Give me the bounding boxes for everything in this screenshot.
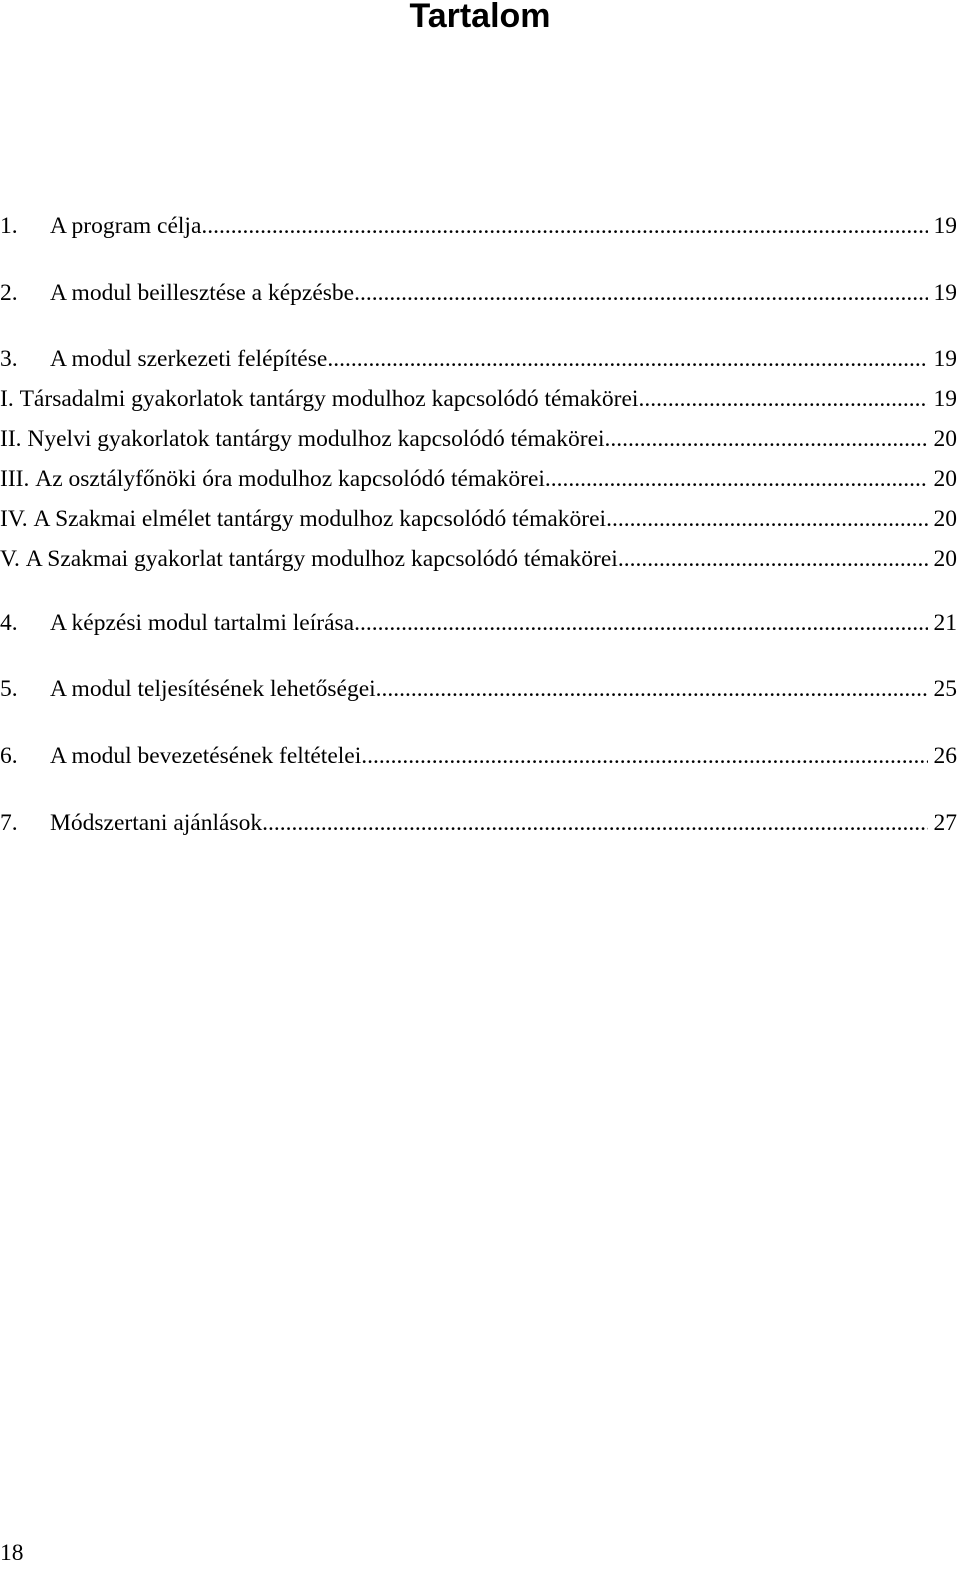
toc-entry-3[interactable] xyxy=(0,344,957,374)
toc-entry-title: A képzési modul tartalmi leírása xyxy=(50,610,355,636)
toc-entry-IV[interactable] xyxy=(0,504,957,534)
toc-entry-title: A Szakmai elmélet tantárgy modulhoz kapcsolódó témakörei xyxy=(33,506,607,532)
toc-entry-page: 19 xyxy=(933,280,957,306)
toc-entry-title: A modul beillesztése a képzésbe xyxy=(50,280,355,306)
toc-entry-page: 20 xyxy=(933,466,957,492)
toc-entry-I[interactable] xyxy=(0,384,957,414)
toc-entry-III[interactable] xyxy=(0,464,957,494)
toc-entry-title: Módszertani ajánlások xyxy=(50,810,263,836)
toc-entry-page: 27 xyxy=(933,810,957,836)
toc-entry-title: Az osztályfőnöki óra modulhoz kapcsolódó témakörei xyxy=(35,466,545,492)
toc-entry-6[interactable] xyxy=(0,741,957,771)
toc-entry-II[interactable] xyxy=(0,424,957,454)
toc-entry-number: 5. xyxy=(0,676,18,702)
toc-entry-number: II. xyxy=(0,426,22,452)
toc-entry-page: 25 xyxy=(933,676,957,702)
toc-entry-page: 20 xyxy=(933,546,957,572)
toc-entry-2[interactable] xyxy=(0,278,957,308)
toc-entry-number: 1. xyxy=(0,213,18,239)
page-number: 18 xyxy=(0,1540,24,1566)
toc-entry-title: A modul teljesítésének lehetőségei xyxy=(50,676,376,702)
toc-entry-number: 3. xyxy=(0,346,18,372)
toc-entry-page: 19 xyxy=(933,386,957,412)
toc-dot-leader xyxy=(545,464,928,494)
toc-dot-leader xyxy=(605,424,928,454)
toc-dot-leader xyxy=(376,674,928,704)
toc-entry-page: 20 xyxy=(933,506,957,532)
toc-entry-title: A modul bevezetésének feltételei xyxy=(50,743,362,769)
toc-entry-page: 19 xyxy=(933,213,957,239)
toc-entry-5[interactable] xyxy=(0,674,957,704)
toc-entry-7[interactable] xyxy=(0,808,957,838)
toc-entry-number: 2. xyxy=(0,280,18,306)
toc-entry-title: A Szakmai gyakorlat tantárgy modulhoz kapcsolódó témakörei xyxy=(25,546,618,572)
page-title: Tartalom xyxy=(409,0,551,35)
toc-entry-number: III. xyxy=(0,466,30,492)
toc-entry-title: Társadalmi gyakorlatok tantárgy modulhoz kapcsolódó témakörei xyxy=(19,386,639,412)
toc-entry-number: IV. xyxy=(0,506,28,532)
toc-entry-number: I. xyxy=(0,386,14,412)
toc-entry-number: V. xyxy=(0,546,20,572)
toc-dot-leader xyxy=(361,741,927,771)
toc-entry-page: 21 xyxy=(933,610,957,636)
toc-entry-title: A modul szerkezeti felépítése xyxy=(50,346,328,372)
toc-entry-title: Nyelvi gyakorlatok tantárgy modulhoz kapcsolódó témakörei xyxy=(27,426,605,452)
toc-entry-title: A program célja xyxy=(50,213,202,239)
toc-entry-page: 26 xyxy=(933,743,957,769)
toc-entry-4[interactable] xyxy=(0,608,957,638)
toc-dot-leader xyxy=(354,608,928,638)
toc-entry-page: 19 xyxy=(933,346,957,372)
toc-entry-number: 7. xyxy=(0,810,18,836)
toc-dot-leader xyxy=(262,808,928,838)
toc-entry-1[interactable] xyxy=(0,211,957,241)
toc-dot-leader xyxy=(606,504,928,534)
toc-entry-V[interactable] xyxy=(0,544,957,574)
toc-dot-leader xyxy=(638,384,927,414)
toc-entry-number: 4. xyxy=(0,610,18,636)
toc-dot-leader xyxy=(201,211,927,241)
toc-dot-leader xyxy=(354,278,928,308)
toc-entry-number: 6. xyxy=(0,743,18,769)
toc-dot-leader xyxy=(327,344,927,374)
toc-entry-page: 20 xyxy=(933,426,957,452)
toc-dot-leader xyxy=(618,544,928,574)
